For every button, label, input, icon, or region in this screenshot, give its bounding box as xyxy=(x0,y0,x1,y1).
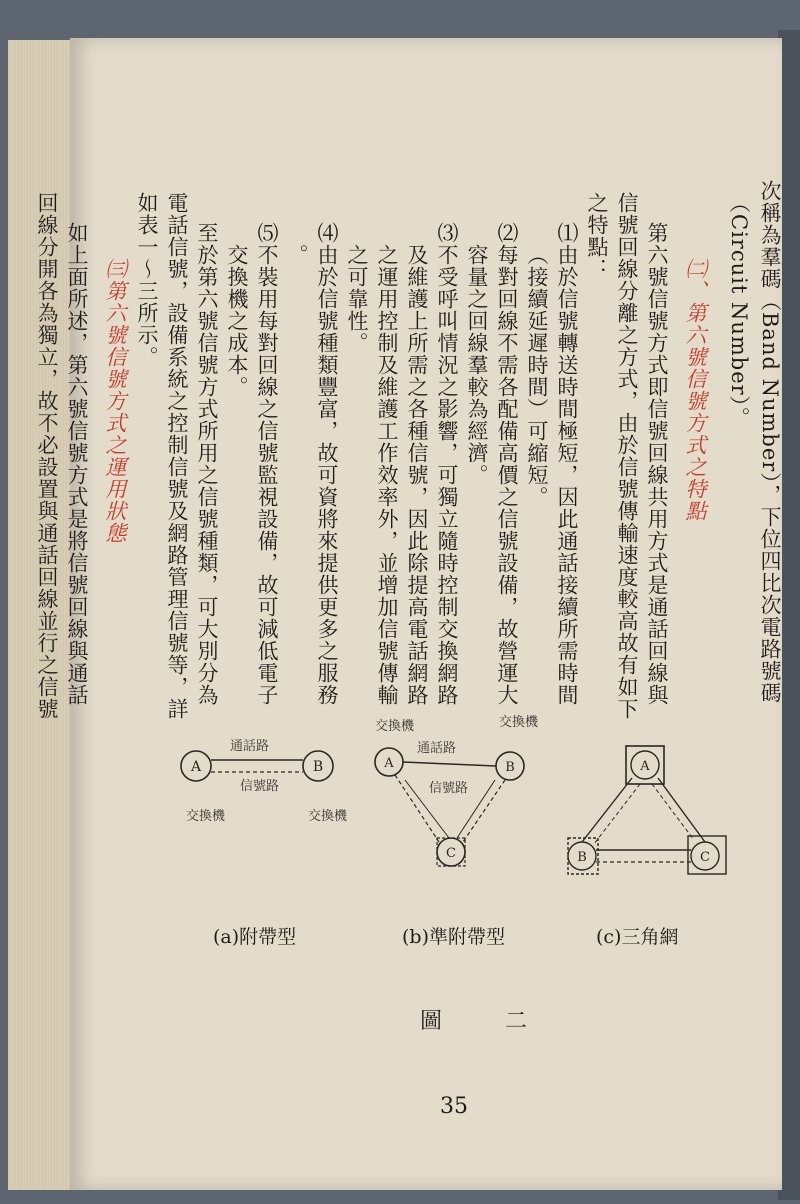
text-column: ⑸不裝用每對回線之信號監視設備，故可減低電子 xyxy=(255,222,279,706)
talk-line xyxy=(403,762,496,766)
signal-line xyxy=(594,784,640,844)
text-column: ⑵每對回線不需各配備高價之信號設備，故營運大 xyxy=(495,222,519,706)
caption-a: (a)附帶型 xyxy=(213,926,297,948)
signal-path-label: 信號路 xyxy=(240,779,280,794)
exchange-label: 交換機 xyxy=(308,809,348,824)
node-c-label: C xyxy=(446,846,456,861)
text-column: ⑶不受呼叫情況之影響，可獨立隨時控制交換網路 xyxy=(435,222,459,706)
text-column: 容量之回線羣較為經濟。 xyxy=(465,244,489,486)
text-column: 電話信號，設備系統之控制信號及網路管理信號等，詳 xyxy=(165,192,189,720)
text-column: 回線分開各為獨立，故不必設置與通話回線並行之信號 xyxy=(35,192,59,720)
figure-a-diagram xyxy=(160,720,380,870)
text-column: 之運用控制及維護工作效率外，並增加信號傳輸 xyxy=(375,244,399,706)
figure-b-diagram xyxy=(365,700,545,900)
text-column: 及維護上所需之各種信號，因此除提高電話網路 xyxy=(405,244,429,706)
page-number: 35 xyxy=(440,1094,468,1119)
node-b-label: B xyxy=(577,850,587,865)
text-column: ⑷由於信號種類豐富，故可資將來提供更多之服務 xyxy=(315,222,339,706)
text-column: 。 xyxy=(285,244,309,266)
node-a-label: A xyxy=(384,756,394,771)
talk-path-label: 通話路 xyxy=(230,739,270,754)
figure-c-diagram xyxy=(560,740,740,890)
text-column: 信號回線分離之方式，由於信號傳輸速度較高故有如下 xyxy=(615,192,639,720)
section-heading: ㈢第六號信號方式之運用狀態 xyxy=(103,258,127,544)
talk-line xyxy=(658,778,705,842)
node-a-label: A xyxy=(640,759,650,774)
text-column: 如上面所述，第六號信號方式是將信號回線與通話 xyxy=(65,222,89,706)
text-column: ⑴由於信號轉送時間極短，因此通話接續所需時間 xyxy=(555,222,579,706)
node-b-label: B xyxy=(312,759,324,775)
figure-title: 圖 二 xyxy=(420,1009,555,1034)
node-c-label: C xyxy=(700,850,710,865)
signal-line xyxy=(652,784,694,840)
node-b-label: B xyxy=(505,760,515,775)
text-column: 之特點： xyxy=(585,192,609,280)
text-column: 次稱為羣碼（Band Number），下位四比次電路號碼 xyxy=(758,180,782,704)
text-column: 如表一～三所示。 xyxy=(135,192,159,368)
text-column: 交換機之成本。 xyxy=(225,244,249,398)
exchange-label: 交換機 xyxy=(499,715,539,730)
text-column: （Circuit Number）。 xyxy=(727,192,751,430)
text-column: 至於第六號信號方式所用之信號種類，可大別分為 xyxy=(195,222,219,706)
text-column: 第六號信號方式即信號回線共用方式是通話回線與 xyxy=(645,222,669,706)
exchange-label: 交換機 xyxy=(375,719,415,734)
caption-c: (c)三角網 xyxy=(596,926,679,948)
caption-b: (b)準附帶型 xyxy=(402,926,505,948)
exchange-label: 交換機 xyxy=(186,809,226,824)
text-column: 之可靠性。 xyxy=(345,244,369,354)
signal-line xyxy=(463,780,505,842)
text-column: （接續延遲時間）可縮短。 xyxy=(525,244,549,508)
talk-line xyxy=(582,778,632,842)
signal-path-label: 信號路 xyxy=(429,781,469,796)
section-heading: ㈡、第六號信號方式之特點 xyxy=(683,258,707,522)
talk-path-label: 通話路 xyxy=(417,741,457,756)
node-a-label: A xyxy=(190,759,202,775)
